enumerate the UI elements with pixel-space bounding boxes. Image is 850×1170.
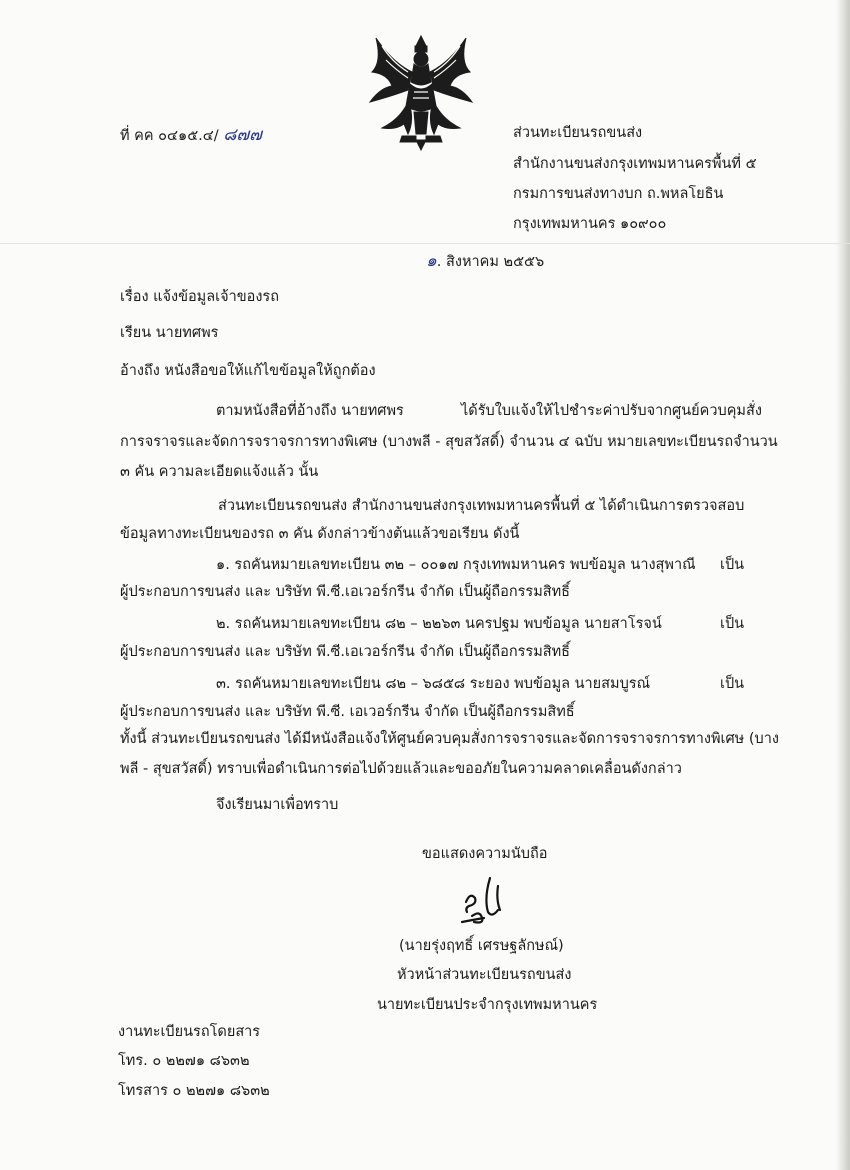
- para2-line1: ส่วนทะเบียนรถขนส่ง สำนักงานขนส่งกรุงเทพมหานครพื้นที่ ๕ ได้ดำเนินการตรวจสอบ: [218, 498, 745, 514]
- regards-line: ขอแสดงความนับถือ: [422, 846, 548, 862]
- fold-line: [0, 243, 850, 244]
- contact-fax: โทรสาร ๐ ๒๒๗๑ ๘๖๓๒: [118, 1083, 270, 1099]
- sender-line-4: กรุงเทพมหานคร ๑๐๙๐๐: [513, 216, 667, 232]
- item-1-tail: เป็น: [720, 557, 745, 573]
- item-2-tail: เป็น: [720, 616, 745, 632]
- sender-line-3: กรมการขนส่งทางบก ถ.พหลโยธิน: [513, 186, 724, 202]
- date-month-year: . สิงหาคม ๒๕๕๖: [436, 254, 545, 270]
- contact-telephone: โทร. ๐ ๒๒๗๑ ๘๖๓๒: [118, 1053, 250, 1069]
- garuda-emblem-icon: [362, 32, 480, 152]
- item-1-line1: ๑. รถคันหมายเลขทะเบียน ๓๒ – ๐๐๑๗ กรุงเทพมหานคร พบข้อมูล นางสุพาณี: [216, 557, 696, 573]
- sender-line-1: ส่วนทะเบียนรถขนส่ง: [513, 125, 643, 141]
- para1-line1a: ตามหนังสือที่อ้างถึง นายทศพร: [216, 403, 404, 419]
- handwritten-signature: [432, 872, 522, 932]
- letter-date: [426, 252, 544, 271]
- signer-name: (นายรุ่งฤทธิ์ เศรษฐลักษณ์): [399, 938, 564, 954]
- handwritten-number: ๘๗๗: [223, 125, 262, 145]
- para1-line3: ๓ คัน ความละเอียดแจ้งแล้ว นั้น: [120, 464, 319, 480]
- item-3-line1: ๓. รถคันหมายเลขทะเบียน ๘๒ – ๖๘๕๘ ระยอง พบข้อมูล นายสมบูรณ์: [216, 676, 651, 692]
- item-2-line2: ผู้ประกอบการขนส่ง และ บริษัท พี.ซี.เอเวอร์กรีน จำกัด เป็นผู้ถือกรรมสิทธิ์: [120, 644, 571, 660]
- reference-line: อ้างถึง หนังสือขอให้แก้ไขข้อมูลให้ถูกต้อง: [120, 363, 376, 379]
- para3-line1: ทั้งนี้ ส่วนทะเบียนรถขนส่ง ได้มีหนังสือแจ้งให้ศูนย์ควบคุมสั่งการจราจรและจัดการจราจรการทางพิเศษ (บาง: [120, 731, 779, 747]
- item-3-line2: ผู้ประกอบการขนส่ง และ บริษัท พี.ซี. เอเวอร์กรีน จำกัด เป็นผู้ถือกรรมสิทธิ์: [120, 704, 575, 720]
- page-edge-shadow: [836, 0, 850, 1170]
- item-3-tail: เป็น: [720, 676, 745, 692]
- signer-title-1: หัวหน้าส่วนทะเบียนรถขนส่ง: [397, 967, 572, 983]
- sender-line-2: สำนักงานขนส่งกรุงเทพมหานครพื้นที่ ๕: [513, 156, 757, 172]
- item-2-line1: ๒. รถคันหมายเลขทะเบียน ๘๒ – ๒๒๖๓ นครปฐม พบข้อมูล นายสาโรจน์: [216, 616, 662, 632]
- para2-line2: ข้อมูลทางทะเบียนของรถ ๓ คัน ดังกล่าวข้างต้นแล้วขอเรียน ดังนี้: [120, 526, 520, 542]
- subject-line: เรื่อง แจ้งข้อมูลเจ้าของรถ: [120, 289, 279, 305]
- item-1-line2: ผู้ประกอบการขนส่ง และ บริษัท พี.ซี.เอเวอร์กรีน จำกัด เป็นผู้ถือกรรมสิทธิ์: [120, 584, 571, 600]
- signer-title-2: นายทะเบียนประจำกรุงเทพมหานคร: [377, 997, 598, 1013]
- para1-line1b: ได้รับใบแจ้งให้ไปชำระค่าปรับจากศูนย์ควบคุมสั่ง: [461, 403, 762, 419]
- salutation-line: เรียน นายทศพร: [120, 325, 219, 341]
- para1-line2: การจราจรและจัดการจราจรการทางพิเศษ (บางพลี - สุขสวัสดิ์) จำนวน ๔ ฉบับ หมายเลขทะเบียนรถจำนวน: [120, 434, 778, 450]
- reference-prefix: ที่ คค ๐๔๑๕.๔/: [120, 128, 219, 144]
- contact-department: งานทะเบียนรถโดยสาร: [118, 1024, 261, 1040]
- date-day-handwritten: ๑: [426, 251, 437, 271]
- closing-line: จึงเรียนมาเพื่อทราบ: [216, 797, 339, 813]
- para3-line2: พลี - สุขสวัสดิ์) ทราบเพื่อดำเนินการต่อไปด้วยแล้วและขออภัยในความคลาดเคลื่อนดังกล่าว: [120, 761, 682, 777]
- reference-number: [120, 126, 262, 145]
